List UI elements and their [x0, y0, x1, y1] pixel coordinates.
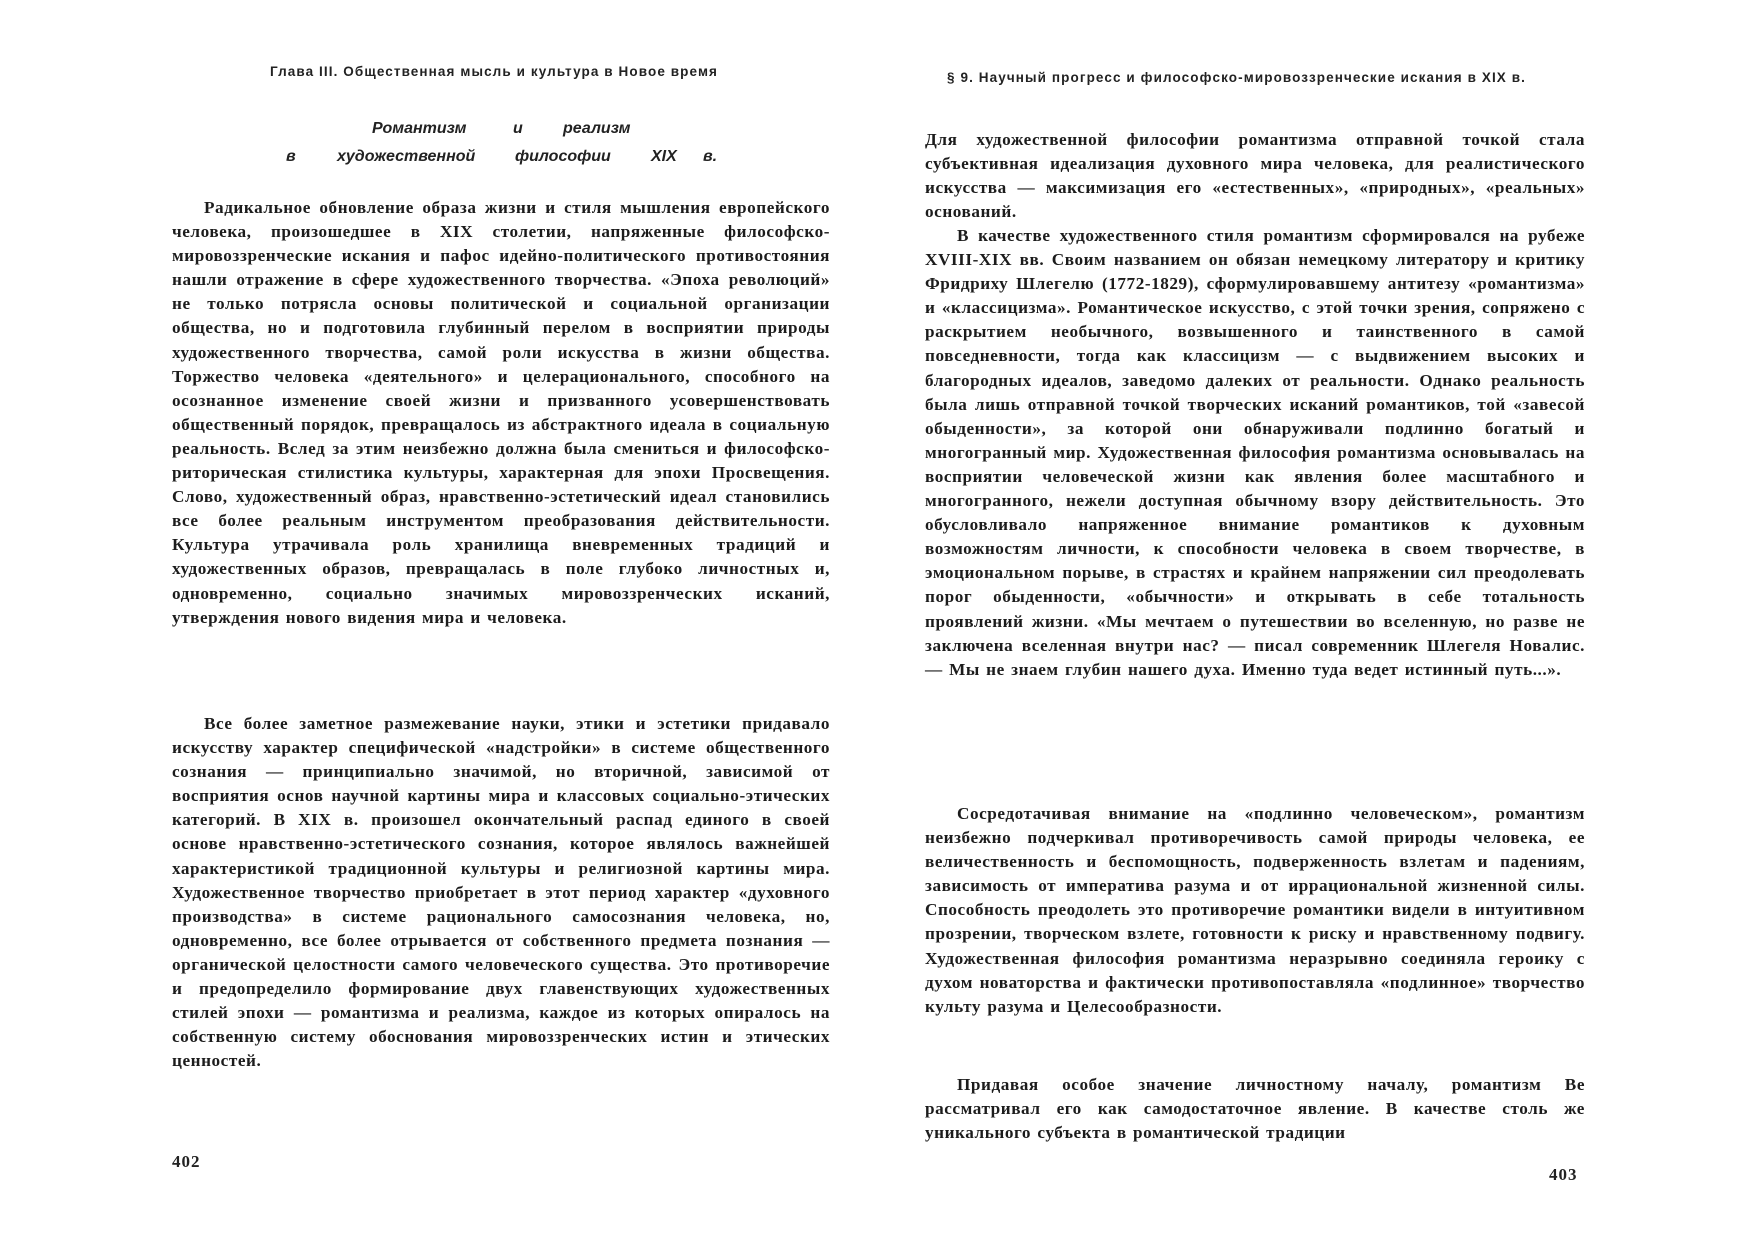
right-page: [877, 0, 1754, 1239]
paragraph: Для художественной философии романтизма отправной точкой стала субъективная идеализация духовного мира человека, для реалистического искусства — максимизация его «естественных», «природных», «реальных» оснований.: [925, 130, 1585, 222]
paragraph: Все более заметное размежевание науки, этики и эстетики придавало искусству характер специфической «надстройки» в системе общественного сознания — принципиально значимой, но вторичной, зависимой от восприятия основ научной картины мира и классовых социально-этических категорий. В XIX в. произошел окончательный распад единого в своей основе нравственно-эстетического сознания, которое являлось важнейшей характеристикой традиционной культуры и религиозной картины мира. Художественное творчество приобретает в этот период характер «духовного производства» в системе рационального самосознания человека, но, одновременно, все более отрывается от собственного предмета познания — органической целостности самого человеческого существа. Это противоречие и предопределило формирование двух главенствующих художественных стилей эпохи — романтизма и реализма, каждое из которых опиралось на собственную систему обоснования мировоззренческих истин и этических ценностей.: [172, 714, 830, 1071]
running-head: § 9. Научный прогресс и философско-мировоззренческие искания в XIX в.: [947, 70, 1527, 85]
running-head: Глава III. Общественная мысль и культура в Новое время: [270, 64, 719, 79]
page-number: 403: [1549, 1165, 1578, 1184]
paragraph: Сосредотачивая внимание на «подлинно человеческом», романтизм неизбежно подчеркивал противоречивость самой природы человека, ее величественность и беспомощность, подверженность взлетам и падениям, зависимость от императива разума и от иррациональной жизненной силы. Способность преодолеть это противоречие романтики видели в интуитивном прозрении, творческом взлете, готовности к риску и нравственному подвигу. Художественная философия романтизма неразрывно соединяла героику с духом новаторства и фактически противопоставляла «подлинное» творчество культу разума и Целесообразности.: [925, 804, 1585, 1016]
title-word: философии: [515, 148, 611, 165]
title-word: XIX: [651, 148, 677, 165]
paragraph: В качестве художественного стиля романтизм сформировался на рубеже XVIII-XIX вв. Своим названием он обязан немецкому литератору и критику Фридриху Шлегелю (1772-1829), сформулировавшему антитезу «романтизма» и «классицизма». Романтическое искусство, с этой точки зрения, сопряжено с раскрытием необычного, возвышенного и таинственного в самой повседневности, тогда как классицизм — с выдвижением высоких и благородных идеалов, заведомо далеких от реальности. Однако реальность была лишь отправной точкой творческих исканий романтиков, той «завесой обыденности», за которой они обнаруживали подлинно богатый и многогранный мир. Художественная философия романтизма основывалась на восприятии человеческой жизни как явления более масштабного и многогранного, нежели доступная обычному взору действительность. Это обусловливало напряженное внимание романтиков к духовным возможностям личности, к способности человека в своем творчестве, в эмоциональном порыве, в страстях и крайнем напряжении сил преодолевать порог обыденности, «обычности» и открывать в себе тотальность проявлений жизни. «Мы мечтаем о путешествии во вселенную, но разве не заключена вселенная внутри нас? — писал современник Шлегеля Новалис. — Мы не знаем глубин нашего духа. Именно туда ведет истинный путь...».: [925, 226, 1585, 679]
paragraph: Радикальное обновление образа жизни и стиля мышления европейского человека, произошедшее в XIX столетии, напряженные философско-мировоззренческие искания и пафос идейно-политического противостояния нашли отражение в сфере художественного творчества. «Эпоха революций» не только потрясла основы политической и социальной организации общества, но и подготовила глубинный перелом в восприятии природы художественного творчества, самой роли искусства в жизни общества. Торжество человека «деятельного» и целерационального, способного на осознанное изменение своей жизни и призванного усовершенствовать общественный порядок, превращалось из абстрактного идеала в социальную реальность. Вслед за этим неизбежно должна была смениться и философско-риторическая стилистика культуры, характерная для эпохи Просвещения. Слово, художественный образ, нравственно-эстетический идеал становились все более реальным инструментом преобразования действительности. Культура утрачивала роль хранилища вневременных традиций и художественных образов, превращалась в поле глубоко личностных и, одновременно, социально значимых мировоззренческих исканий, утверждения нового видения мира и человека.: [172, 198, 830, 627]
title-word: и: [513, 120, 523, 137]
paragraph: Придавая особое значение личностному началу, романтизм Ве рассматривал его как самодостаточное явление. В качестве столь же уникального субъекта в романтической традиции: [925, 1075, 1585, 1143]
title-word: в.: [703, 148, 718, 165]
title-word: реализм: [563, 120, 631, 137]
title-word: художественной: [337, 148, 476, 165]
page-number: 402: [172, 1152, 201, 1171]
title-word: Романтизм: [372, 120, 467, 137]
title-word: в: [286, 148, 296, 165]
